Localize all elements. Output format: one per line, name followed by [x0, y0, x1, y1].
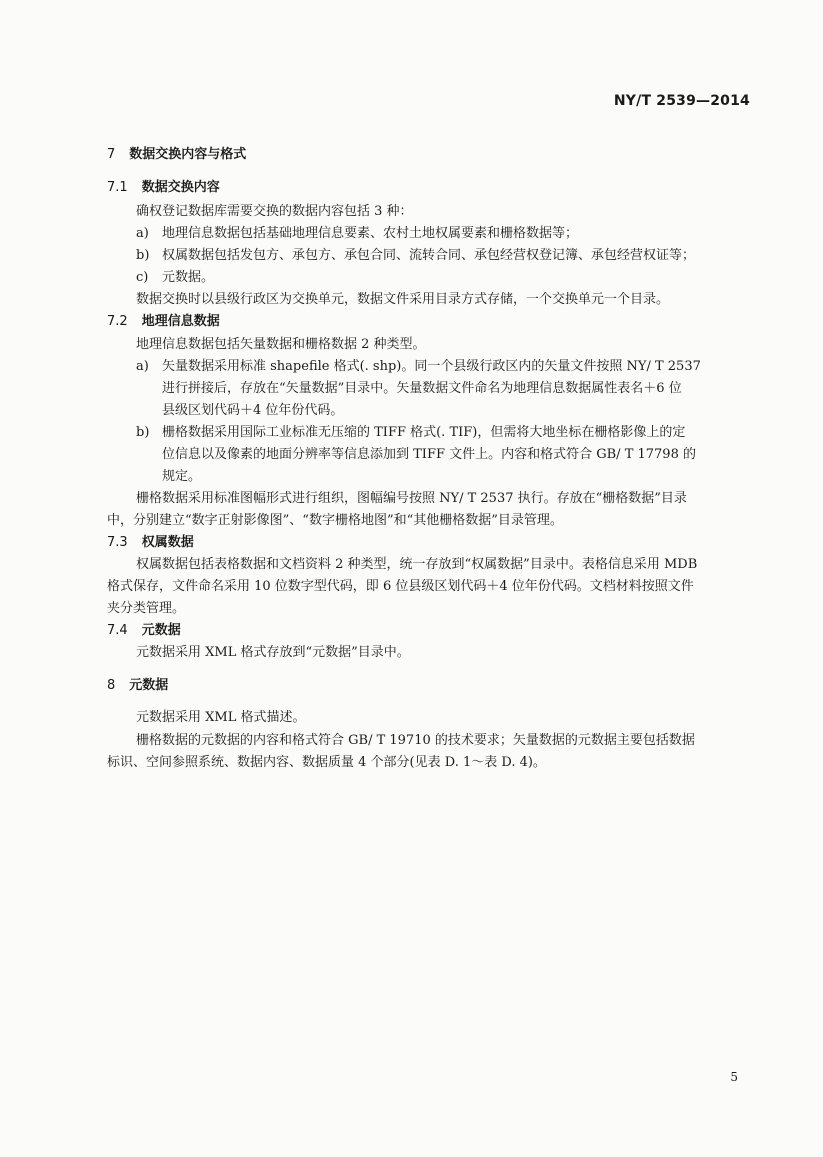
list-item-text: 地理信息数据包括基础地理信息要素、农村土地权属要素和栅格数据等； [162, 226, 579, 241]
section-title: 元数据 [129, 678, 169, 693]
list-item-text: 进行拼接后，存放在“矢量数据”目录中。矢量数据文件命名为地理信息数据属性表名＋6 位 [162, 381, 682, 396]
paragraph: 标识、空间参照系统、数据内容、数据质量 4 个部分(见表 D. 1～表 D. 4)。 [107, 755, 546, 770]
section-number: 7.1 [107, 180, 128, 195]
section-title: 元数据 [141, 623, 181, 638]
section-title: 数据交换内容与格式 [129, 147, 247, 162]
section-number: 8 [107, 678, 116, 693]
list-item-text: 规定。 [162, 469, 202, 484]
paragraph: 中，分别建立“数字正射影像图”、“数字栅格地图”和“其他栅格数据”目录管理。 [107, 513, 563, 528]
page-number: 5 [730, 1070, 738, 1084]
section-title: 权属数据 [141, 535, 194, 550]
section-number: 7.3 [107, 535, 128, 550]
list-item-text: 位信息以及像素的地面分辨率等信息添加到 TIFF 文件上。内容和格式符合 GB/ T 17798 的 [162, 447, 696, 462]
section-7-2-heading [107, 314, 220, 330]
section-number: 7 [107, 147, 116, 162]
section-7-3-heading [107, 535, 194, 551]
paragraph: 栅格数据采用标准图幅形式进行组织，图幅编号按照 NY/ T 2537 执行。存放在“栅格数据”目录 [136, 491, 687, 506]
paragraph: 权属数据包括表格数据和文档资料 2 种类型，统一存放到“权属数据”目录中。表格信息采用 MDB [136, 557, 698, 572]
list-item-text: 栅格数据采用国际工业标准无压缩的 TIFF 格式(. TIF)，但需将大地坐标在栅格影像上的定 [162, 425, 686, 440]
paragraph: 地理信息数据包括矢量数据和栅格数据 2 种类型。 [136, 337, 426, 352]
section-number: 7.2 [107, 314, 128, 329]
paragraph: 确权登记数据库需要交换的数据内容包括 3 种： [136, 204, 413, 219]
paragraph: 元数据采用 XML 格式存放到“元数据”目录中。 [136, 645, 410, 660]
section-title: 数据交换内容 [141, 180, 220, 195]
section-title: 地理信息数据 [141, 314, 220, 329]
list-item-label: b) [136, 425, 150, 440]
list-item-label: c) [136, 270, 149, 285]
paragraph: 夹分类管理。 [107, 601, 186, 616]
paragraph: 栅格数据的元数据的内容和格式符合 GB/ T 19710 的技术要求；矢量数据的元数据主要包括数据 [136, 733, 695, 748]
list-item-text: 矢量数据采用标准 shapefile 格式(. shp)。同一个县级行政区内的矢量文件按照 NY/ T 2537 [162, 359, 701, 374]
paragraph: 数据交换时以县级行政区为交换单元，数据文件采用目录方式存储，一个交换单元一个目录。 [136, 292, 670, 307]
section-7-4-heading [107, 623, 181, 639]
list-item-label: a) [136, 226, 149, 241]
list-item-label: b) [136, 248, 150, 263]
list-item-text: 县级区划代码＋4 位年份代码。 [162, 403, 344, 418]
paragraph: 元数据采用 XML 格式描述。 [136, 710, 306, 725]
document-id: NY/T 2539—2014 [613, 93, 750, 109]
section-8-heading [107, 678, 168, 694]
section-7-heading [107, 147, 246, 163]
list-item-text: 元数据。 [162, 270, 215, 285]
section-number: 7.4 [107, 623, 128, 638]
section-7-1-heading [107, 180, 220, 196]
paragraph: 格式保存，文件命名采用 10 位数字型代码，即 6 位县级区划代码＋4 位年份代码。文档材料按照文件 [107, 579, 694, 594]
list-item-label: a) [136, 359, 149, 374]
list-item-text: 权属数据包括发包方、承包方、承包合同、流转合同、承包经营权登记簿、承包经营权证等； [162, 248, 696, 263]
